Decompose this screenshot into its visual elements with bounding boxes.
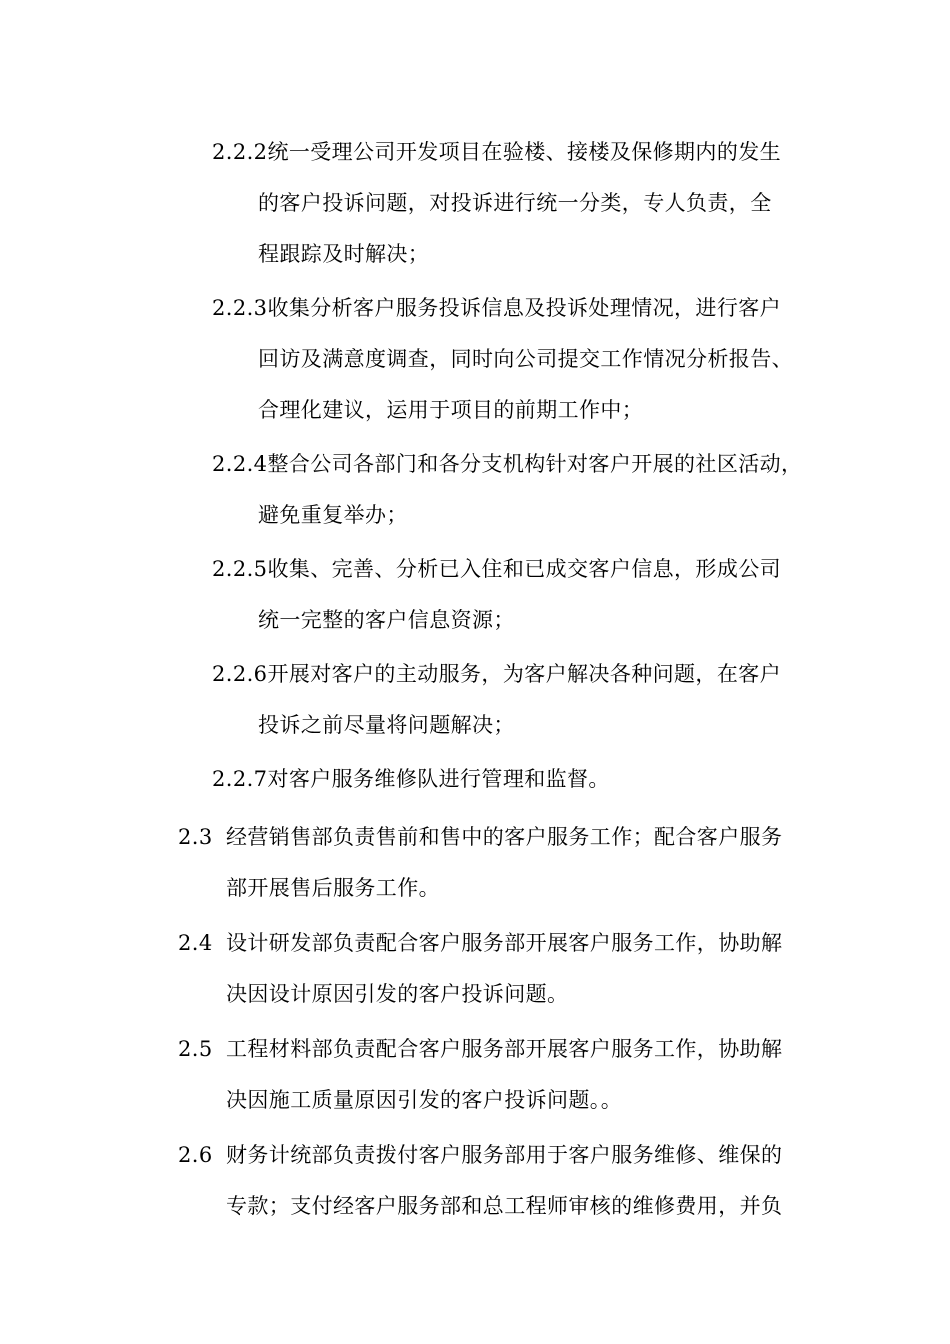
item-text: 开展对客户的主动服务，为客户解决各种问题，在客户 — [267, 662, 782, 686]
item-text: 工程材料部负责配合客户服务部开展客户服务工作，协助解 — [226, 1037, 783, 1061]
item-2-2-4-line-2: 避免重复举办； — [258, 503, 408, 527]
item-number: 2.2.7 — [212, 767, 268, 791]
item-number: 2.2.3 — [212, 296, 268, 320]
item-text: 经营销售部负责售前和售中的客户服务工作；配合客户服务 — [226, 825, 783, 849]
item-2-2-3-line-1 — [212, 294, 781, 322]
item-2-2-3-line-3: 合理化建议，运用于项目的前期工作中； — [258, 398, 644, 422]
item-2-2-6-line-1 — [212, 660, 781, 688]
item-2-4-line-2: 决因设计原因引发的客户投诉问题。 — [226, 982, 569, 1006]
item-2-5-line-2: 决因施工质量原因引发的客户投诉问题。。 — [226, 1088, 623, 1112]
item-number: 2.2.2 — [212, 140, 268, 164]
item-text: 财务计统部负责拨付客户服务部用于客户服务维修、维保的 — [226, 1143, 783, 1167]
item-2-2-3-line-2: 回访及满意度调查，同时向公司提交工作情况分析报告、 — [258, 347, 793, 371]
item-number: 2.5 — [178, 1037, 213, 1061]
item-2-2-2-line-2: 的客户投诉问题，对投诉进行统一分类，专人负责，全 — [258, 191, 772, 215]
item-number: 2.2.4 — [212, 452, 268, 476]
item-2-2-5-line-2: 统一完整的客户信息资源； — [258, 608, 515, 632]
item-2-3-line-1 — [178, 823, 782, 851]
item-2-2-2-line-1 — [212, 138, 781, 166]
item-2-2-6-line-2: 投诉之前尽量将问题解决； — [258, 713, 515, 737]
item-number: 2.3 — [178, 825, 213, 849]
item-2-2-5-line-1 — [212, 555, 781, 583]
item-number: 2.6 — [178, 1143, 213, 1167]
item-text: 收集、完善、分析已入住和已成交客户信息，形成公司 — [267, 557, 782, 581]
item-number: 2.2.6 — [212, 662, 268, 686]
item-2-6-line-1 — [178, 1141, 782, 1169]
item-text: 整合公司各部门和各分支机构针对客户开展的社区活动， — [267, 452, 803, 476]
item-2-3-line-2: 部开展售后服务工作。 — [226, 876, 440, 900]
item-text: 收集分析客户服务投诉信息及投诉处理情况，进行客户 — [267, 296, 782, 320]
item-text: 设计研发部负责配合客户服务部开展客户服务工作，协助解 — [226, 931, 783, 955]
item-text: 对客户服务维修队进行管理和监督。 — [267, 767, 610, 791]
item-2-2-2-line-3: 程跟踪及时解决； — [258, 242, 430, 266]
item-2-4-line-1 — [178, 929, 782, 957]
item-2-6-line-2: 专款；支付经客户服务部和总工程师审核的维修费用，并负 — [226, 1194, 783, 1218]
item-2-2-7-line-1 — [212, 765, 610, 793]
item-number: 2.4 — [178, 931, 213, 955]
item-2-2-4-line-1 — [212, 450, 802, 478]
item-number: 2.2.5 — [212, 557, 268, 581]
item-text: 统一受理公司开发项目在验楼、接楼及保修期内的发生 — [267, 140, 782, 164]
item-2-5-line-1 — [178, 1035, 782, 1063]
